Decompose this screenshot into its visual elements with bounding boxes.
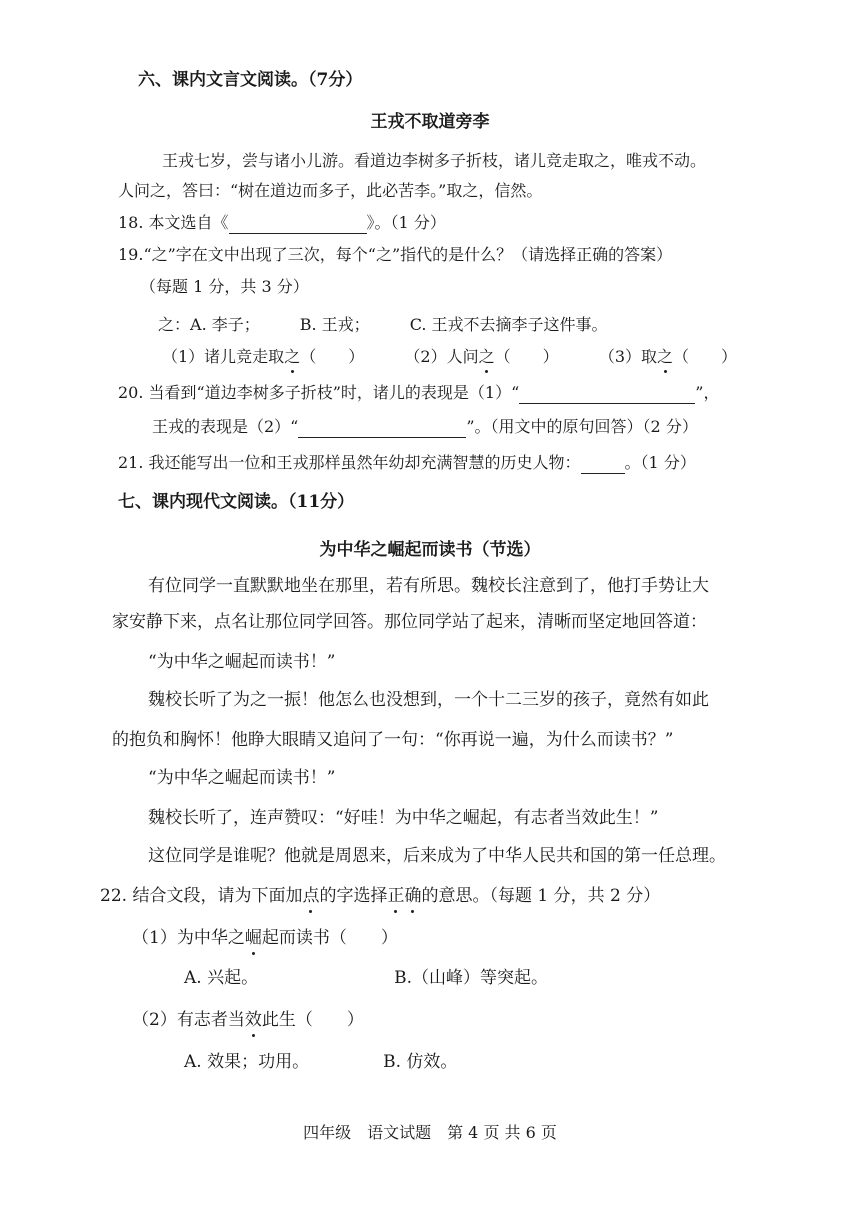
q22-item-1-dotted-char: 崛 [244, 928, 262, 948]
q22-item-1: （1）为中华之崛起而读书（ ） [132, 928, 398, 948]
q21-answer-blank[interactable] [581, 455, 625, 474]
poem-title: 王戎不取道旁李 [370, 112, 490, 132]
q18-prefix: 18. 本文选自《 [118, 213, 229, 232]
q22-dotted-char: 点 [302, 886, 320, 906]
q20-line-2-prefix: 王戎的表现是（2）“ [152, 417, 299, 436]
essay-paragraph-1b: 家安静下来，点名让那位同学回答。那位同学站了起来，清晰而坚定地回答道： [112, 612, 707, 632]
essay-paragraph-1a: 有位同学一直默默地坐在那里，若有所思。魏校长注意到了，他打手势让大 [148, 576, 709, 596]
q20-answer-blank-1[interactable] [519, 385, 695, 404]
q22-dotted-char: 确 [404, 886, 422, 906]
q19-options-label: 之： [158, 315, 191, 334]
question-18 [118, 212, 446, 234]
q18-answer-blank[interactable] [229, 215, 367, 234]
poem-line-1: 王戎七岁，尝与诸小儿游。看道边李树多子折枝，诸儿竞走取之，唯戎不动。 [162, 151, 707, 170]
q19-stem: 19.“之”字在文中出现了三次，每个“之”指代的是什么？（请选择正确的答案） [118, 245, 673, 264]
q19-item-1: （1）诸儿竞走取之（ ） [162, 347, 365, 366]
q22-item-2-option-a: A. 效果；功用。 [184, 1052, 310, 1072]
q19-item-2-dotted-char: 之 [478, 347, 495, 366]
q22-item-2-option-b: B. 仿效。 [383, 1052, 458, 1072]
section-7-heading: 七、课内现代文阅读。（11分） [118, 492, 355, 512]
q20-line-1-prefix: 20. 当看到“道边李树多子折枝”时，诸儿的表现是（1）“ [118, 383, 520, 402]
essay-paragraph-2: “为中华之崛起而读书！” [148, 652, 336, 672]
q20-line-1 [118, 382, 719, 404]
essay-paragraph-6: 这位同学是谁呢？他就是周恩来，后来成为了中华人民共和国的第一任总理。 [148, 846, 726, 866]
q20-line-1-suffix: ”， [695, 383, 720, 402]
q22-item-2-answer-paren[interactable]: 此生（ ） [261, 1010, 364, 1030]
q22-item-2-dotted-char: 效 [244, 1010, 262, 1030]
essay-title: 为中华之崛起而读书（节选） [319, 540, 541, 560]
question-21 [118, 452, 696, 474]
q19-item-2: （2）人问之（ ） [404, 347, 559, 366]
essay-paragraph-3b: 的抱负和胸怀！他睁大眼睛又追问了一句：“你再说一遍，为什么而读书？” [112, 730, 674, 750]
q18-suffix: 》。（1 分） [366, 213, 446, 232]
q19-score: （每题 1 分，共 3 分） [140, 277, 309, 296]
q22-item-1-option-b: B.（山峰）等突起。 [394, 968, 548, 988]
q21-suffix: 。（1 分） [624, 453, 696, 472]
q22-item-2: （2）有志者当效此生（ ） [132, 1010, 364, 1030]
q19-option-b: B. 王戎； [299, 315, 370, 334]
section-6-heading: 六、课内文言文阅读。（7分） [138, 70, 363, 90]
q19-item-3: （3）取之（ ） [598, 347, 738, 366]
q19-option-a: A. 李子； [190, 315, 260, 334]
essay-paragraph-3a: 魏校长听了为之一振！他怎么也没想到，一个十二三岁的孩子，竟然有如此 [148, 690, 709, 710]
q19-options [158, 314, 608, 336]
q19-item-1-dotted-char: 之 [284, 347, 301, 366]
q22-item-1-option-a: A. 兴起。 [184, 968, 259, 988]
page-footer: 四年级 语文试题 第 4 页 共 6 页 [303, 1123, 557, 1142]
q22-item-1-answer-paren[interactable]: 起而读书（ ） [261, 928, 398, 948]
q22-item-2-options [184, 1050, 457, 1074]
q19-option-c: C. 王戎不去摘李子这件事。 [409, 315, 608, 334]
q20-line-2-suffix: ”。（用文中的原句回答）（2 分） [466, 417, 698, 436]
q19-item-3-dotted-char: 之 [657, 347, 674, 366]
poem-line-2: 人问之，答曰：“树在道边而多子，此必苦李。”取之，信然。 [118, 181, 543, 200]
q22-stem: 22. 结合文段，请为下面加点的字选择正确的意思。（每题 1 分，共 2 分） [100, 886, 661, 906]
essay-paragraph-4: “为中华之崛起而读书！” [148, 768, 336, 788]
q20-answer-blank-2[interactable] [298, 419, 466, 438]
q22-item-1-options [184, 966, 548, 990]
q22-dotted-char: 正 [387, 886, 405, 906]
q20-line-2 [152, 416, 698, 438]
q21-prefix: 21. 我还能写出一位和王戎那样虽然年幼却充满智慧的历史人物： [118, 453, 581, 472]
q19-item-2-answer-paren[interactable]: （ ） [494, 347, 559, 366]
q19-item-1-answer-paren[interactable]: （ ） [300, 347, 365, 366]
essay-paragraph-5: 魏校长听了，连声赞叹：“好哇！为中华之崛起，有志者当效此生！” [148, 808, 659, 828]
q19-item-3-answer-paren[interactable]: （ ） [673, 347, 738, 366]
q19-items [162, 346, 737, 368]
